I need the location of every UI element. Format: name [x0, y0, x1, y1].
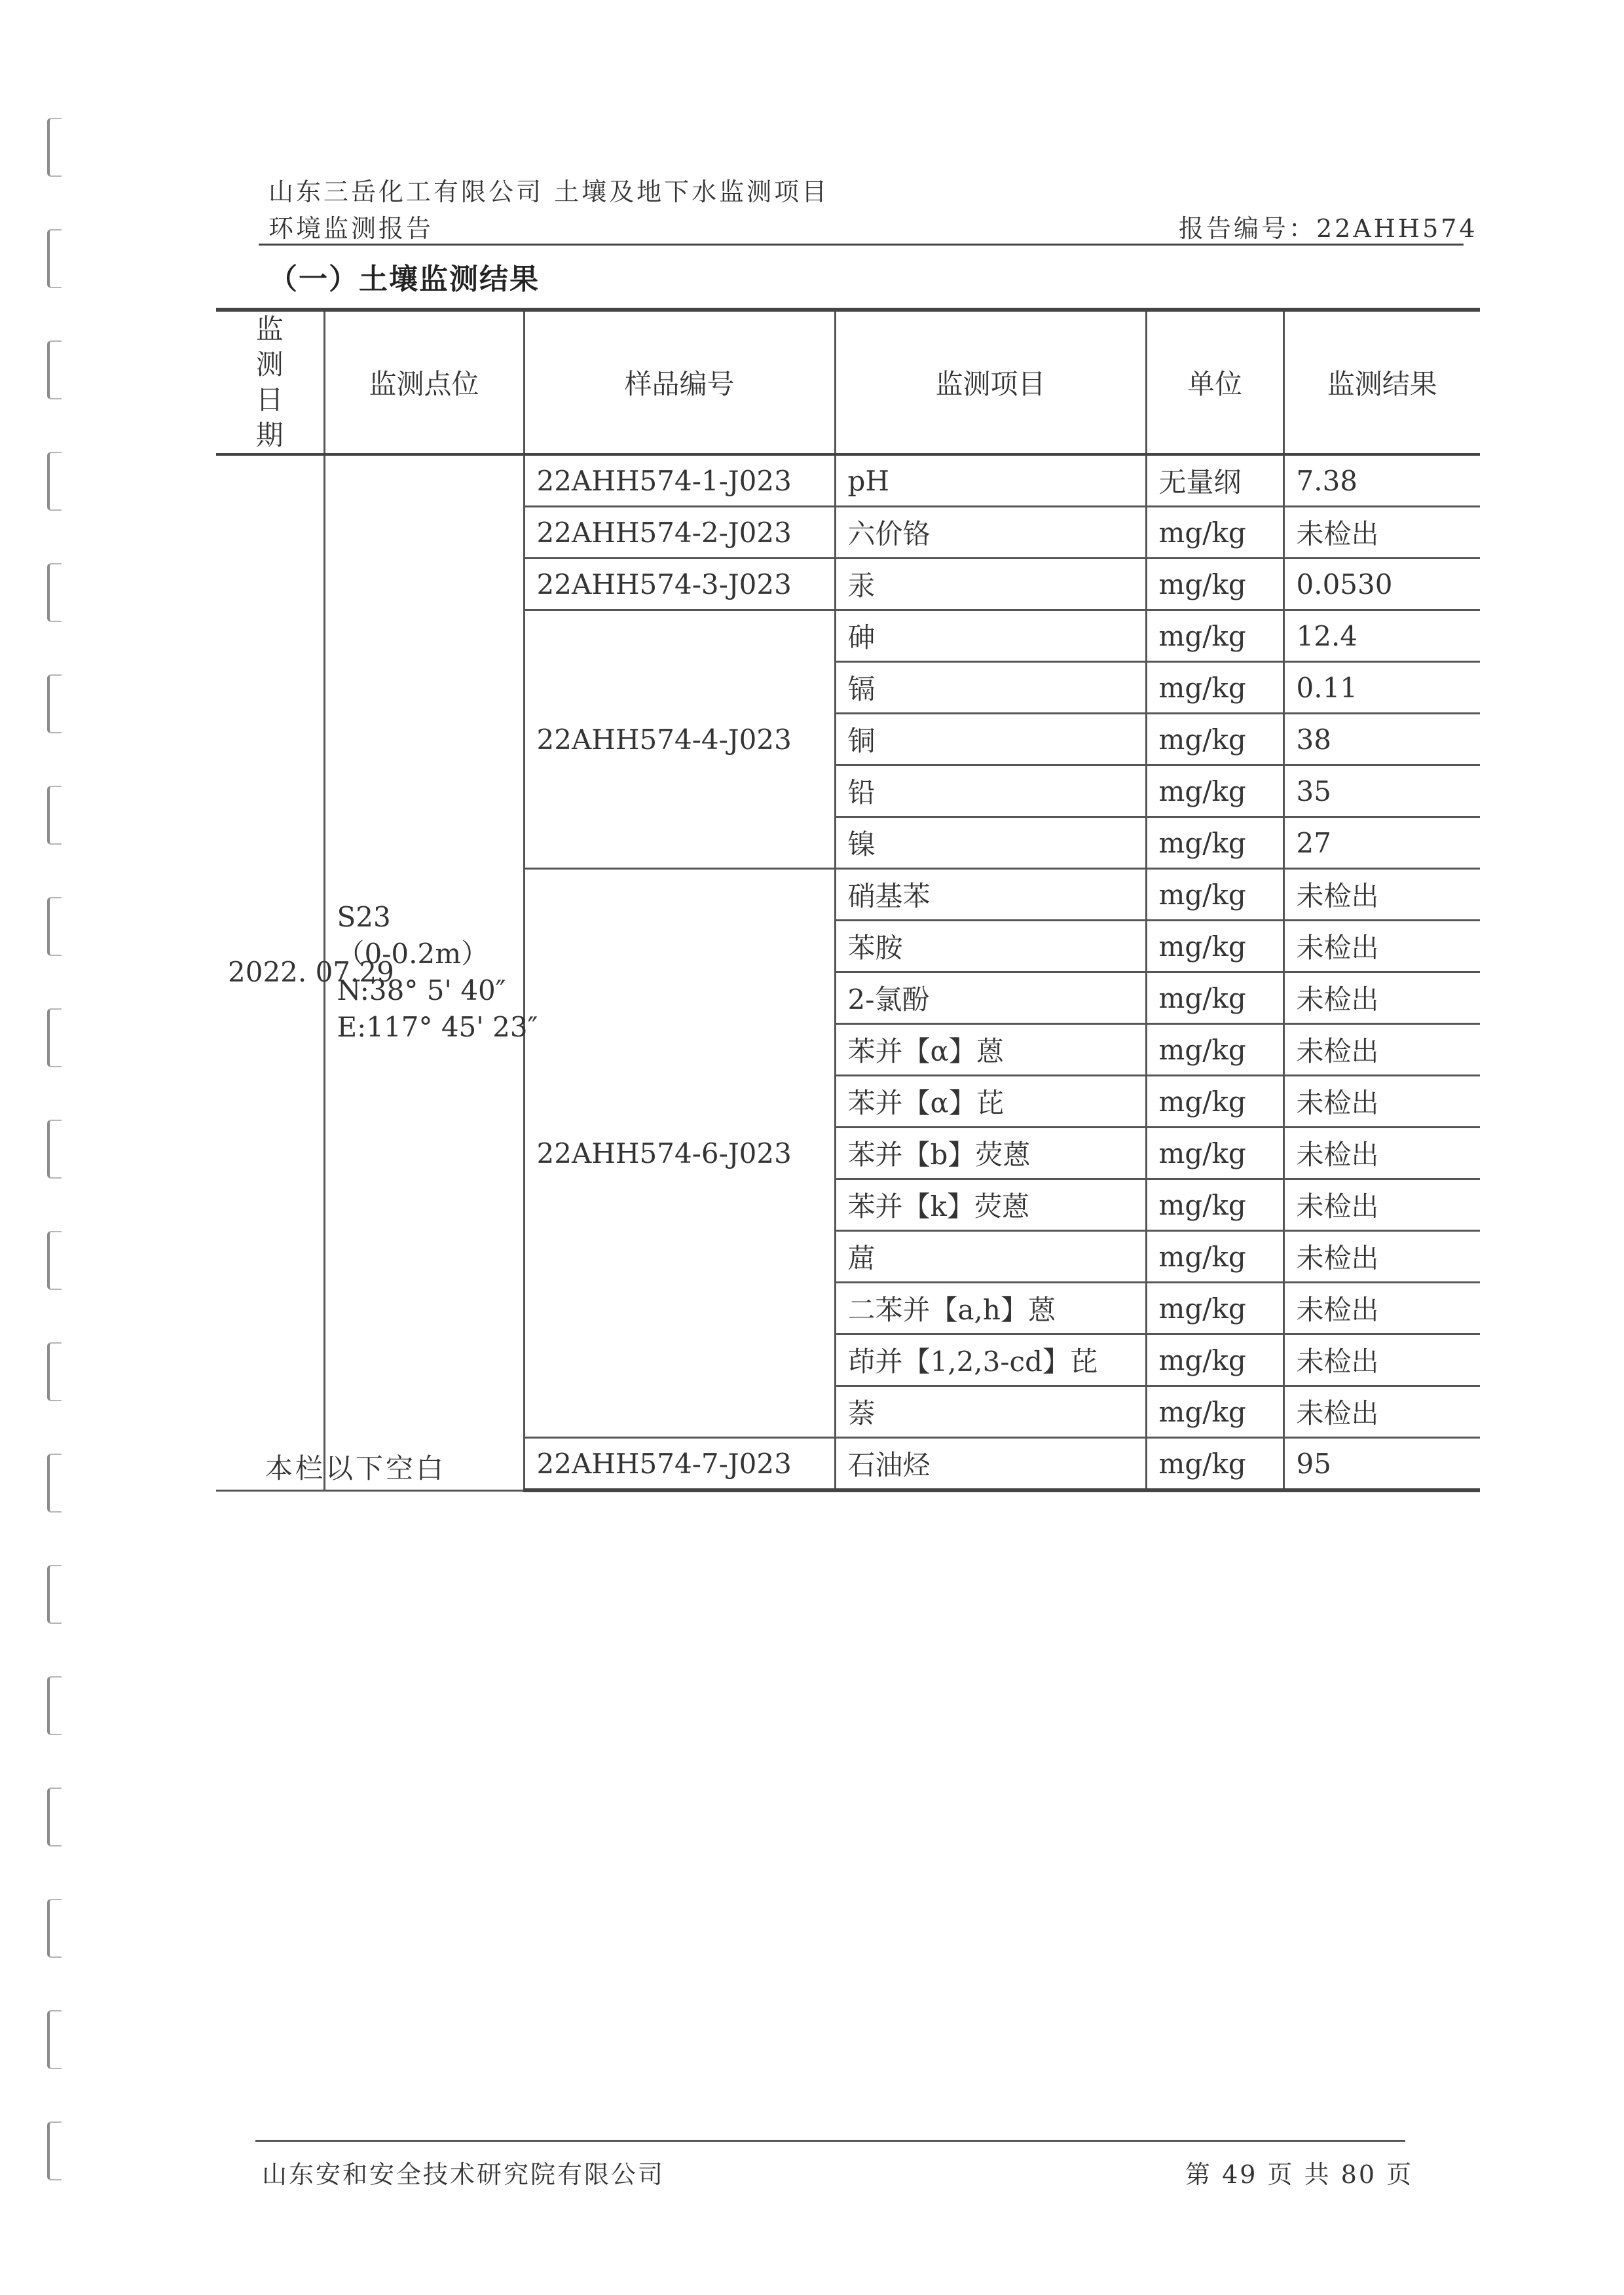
- monitoring-item: 铅: [835, 765, 1146, 817]
- table-row: [216, 454, 1480, 507]
- monitoring-item: 萘: [835, 1386, 1146, 1438]
- result-value: 未检出: [1283, 1076, 1480, 1128]
- result-value: 38: [1283, 714, 1480, 765]
- result-value: 95: [1283, 1438, 1480, 1491]
- unit: mg/kg: [1146, 1334, 1283, 1386]
- result-value: 7.38: [1283, 454, 1480, 507]
- sample-id: 22AHH574-4-J023: [524, 610, 835, 869]
- col-header-item: 监测项目: [835, 310, 1146, 454]
- unit: mg/kg: [1146, 1438, 1283, 1491]
- footer-page-info: 第 49 页 共 80 页: [1185, 2160, 1414, 2189]
- location-line: N:38° 5' 40″: [337, 974, 506, 1007]
- unit: mg/kg: [1146, 1283, 1283, 1334]
- result-value: 未检出: [1283, 1128, 1480, 1179]
- sample-id: 22AHH574-7-J023: [524, 1438, 835, 1491]
- unit: mg/kg: [1146, 1076, 1283, 1128]
- unit: mg/kg: [1146, 507, 1283, 559]
- monitoring-item: 二苯并【a,h】蒽: [835, 1283, 1146, 1334]
- soil-results-table: [216, 308, 1480, 1492]
- col-header-location: 监测点位: [324, 310, 524, 454]
- monitoring-item: 汞: [835, 559, 1146, 610]
- header-report-type: 环境监测报告: [268, 214, 434, 243]
- monitoring-item: 苯并【α】芘: [835, 1076, 1146, 1128]
- sample-id: 22AHH574-6-J023: [524, 869, 835, 1438]
- unit: mg/kg: [1146, 662, 1283, 714]
- unit: mg/kg: [1146, 610, 1283, 662]
- location-line: S23: [337, 901, 391, 934]
- result-value: 0.11: [1283, 662, 1480, 714]
- col-header-unit: 单位: [1146, 310, 1283, 454]
- monitoring-item: 硝基苯: [835, 869, 1146, 921]
- result-value: 未检出: [1283, 869, 1480, 921]
- unit: mg/kg: [1146, 1179, 1283, 1231]
- result-value: 未检出: [1283, 1283, 1480, 1334]
- monitoring-item: 苯并【k】荧蒽: [835, 1179, 1146, 1231]
- monitoring-item: 苯胺: [835, 921, 1146, 972]
- result-value: 27: [1283, 817, 1480, 869]
- unit: mg/kg: [1146, 972, 1283, 1024]
- header-report-no: 报告编号：22AHH574: [1179, 214, 1478, 243]
- unit: mg/kg: [1146, 1231, 1283, 1283]
- unit: mg/kg: [1146, 869, 1283, 921]
- location-line: E:117° 45' 23″: [337, 1011, 538, 1044]
- sample-id: 22AHH574-2-J023: [524, 507, 835, 559]
- unit: mg/kg: [1146, 1128, 1283, 1179]
- monitoring-item: 铜: [835, 714, 1146, 765]
- result-value: 35: [1283, 765, 1480, 817]
- monitoring-item: 2-氯酚: [835, 972, 1146, 1024]
- result-value: 未检出: [1283, 1334, 1480, 1386]
- result-value: 未检出: [1283, 921, 1480, 972]
- header-rule: [259, 244, 1464, 246]
- result-value: 0.0530: [1283, 559, 1480, 610]
- footer-rule: [255, 2140, 1405, 2142]
- result-value: 未检出: [1283, 1024, 1480, 1076]
- result-value: 12.4: [1283, 610, 1480, 662]
- unit: mg/kg: [1146, 1024, 1283, 1076]
- monitoring-location: [324, 454, 538, 1490]
- unit: mg/kg: [1146, 559, 1283, 610]
- monitoring-item: 茚并【1,2,3-cd】芘: [835, 1334, 1146, 1386]
- monitoring-item: 石油烃: [835, 1438, 1146, 1491]
- unit: mg/kg: [1146, 765, 1283, 817]
- monitoring-item: pH: [835, 454, 1146, 507]
- col-header-sample: 样品编号: [524, 310, 835, 454]
- monitoring-item: 六价铬: [835, 507, 1146, 559]
- unit: mg/kg: [1146, 714, 1283, 765]
- sample-id: 22AHH574-3-J023: [524, 559, 835, 610]
- unit: mg/kg: [1146, 817, 1283, 869]
- result-value: 未检出: [1283, 507, 1480, 559]
- table-header-row: [216, 310, 1480, 454]
- monitoring-item: 镉: [835, 662, 1146, 714]
- sample-id: 22AHH574-1-J023: [524, 454, 835, 507]
- monitoring-item: 䓛: [835, 1231, 1146, 1283]
- monitoring-item: 砷: [835, 610, 1146, 662]
- result-value: 未检出: [1283, 1386, 1480, 1438]
- result-value: 未检出: [1283, 1231, 1480, 1283]
- section-title: （一）土壤监测结果: [268, 263, 540, 296]
- monitoring-item: 苯并【α】蒽: [835, 1024, 1146, 1076]
- result-value: 未检出: [1283, 972, 1480, 1024]
- header-company-project: 山东三岳化工有限公司 土壤及地下水监测项目: [268, 177, 830, 206]
- monitoring-item: 苯并【b】荧蒽: [835, 1128, 1146, 1179]
- footer-institute: 山东安和安全技术研究院有限公司: [262, 2160, 665, 2189]
- monitoring-item: 镍: [835, 817, 1146, 869]
- col-header-result: 监测结果: [1283, 310, 1480, 454]
- col-header-date: 监测日期: [216, 310, 324, 454]
- binding-marks: [47, 0, 63, 2295]
- unit: mg/kg: [1146, 921, 1283, 972]
- monitoring-date: 2022. 07.29: [216, 454, 324, 1490]
- unit: mg/kg: [1146, 1386, 1283, 1438]
- unit: 无量纲: [1146, 454, 1283, 507]
- result-value: 未检出: [1283, 1179, 1480, 1231]
- location-line: （0-0.2m）: [337, 938, 489, 970]
- blank-note: 本栏以下空白: [265, 1452, 447, 1484]
